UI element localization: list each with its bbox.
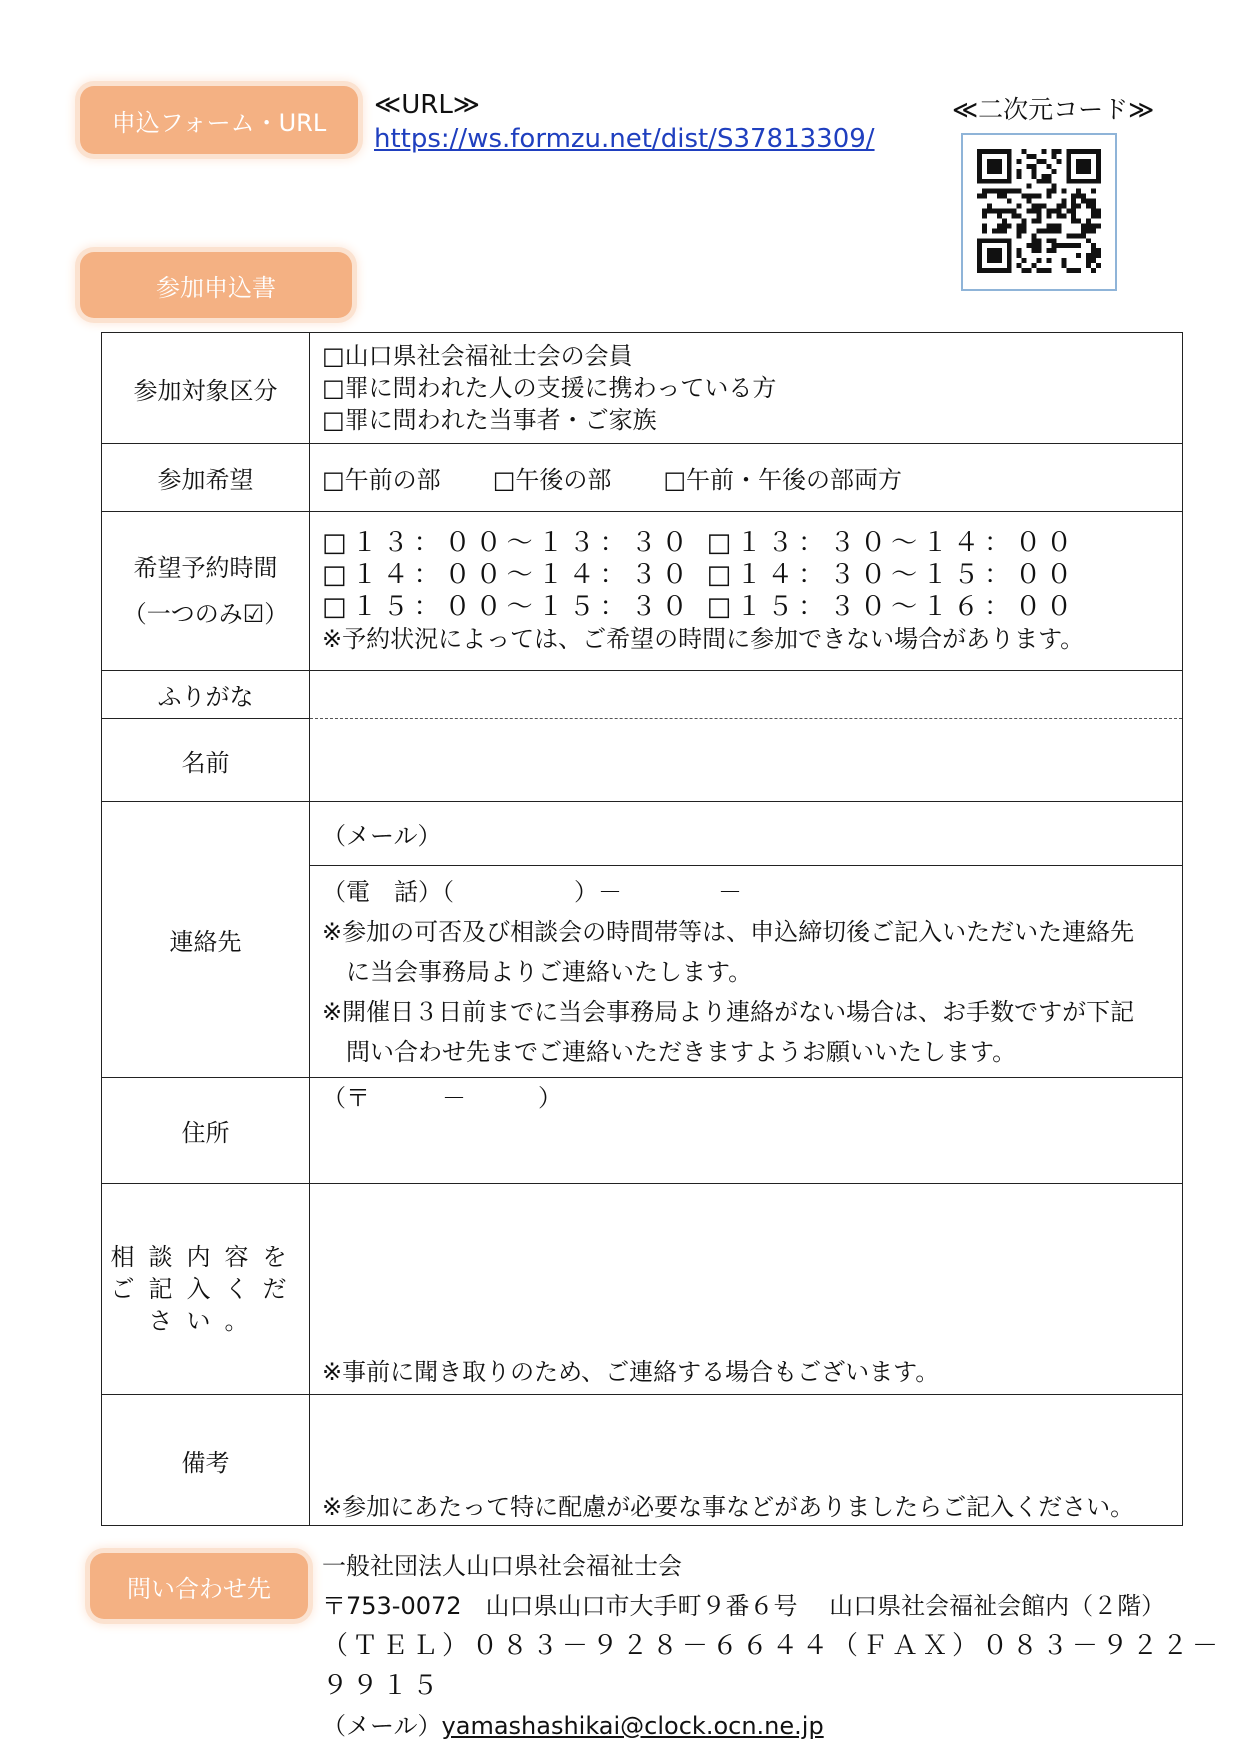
qr-code-icon <box>961 133 1117 291</box>
session-option-both[interactable]: □午前・午後の部両方 <box>663 466 903 494</box>
consult-row <box>102 1184 1183 1395</box>
furigana-field[interactable] <box>310 671 1183 719</box>
form-url-link[interactable]: https://ws.formzu.net/dist/S37813309/ <box>374 124 875 154</box>
contact-note: 問い合わせ先までご連絡いただきますようお願いいたします。 <box>346 1037 1017 1066</box>
contact-org: 一般社団法人山口県社会福祉士会 <box>322 1552 682 1580</box>
category-label: 参加対象区分 <box>102 333 310 444</box>
consult-note: ※事前に聞き取りのため、ご連絡する場合もございます。 <box>322 1358 940 1386</box>
contact-mail-row <box>102 802 1183 866</box>
application-heading-label: 参加申込書 <box>156 273 276 302</box>
contact-info <box>322 1546 1241 1746</box>
contact-address: 〒753-0072 山口県山口市大手町９番６号 山口県社会福祉会館内（２階） <box>322 1592 1166 1620</box>
consult-field[interactable] <box>310 1184 1183 1395</box>
url-label: ≪URL≫ <box>374 90 481 120</box>
application-form-table <box>101 332 1183 1526</box>
time-slot[interactable]: □１３：００～１３：３０ <box>322 528 693 558</box>
name-row <box>102 719 1183 802</box>
remarks-row <box>102 1395 1183 1526</box>
remarks-field[interactable] <box>310 1395 1183 1526</box>
category-row <box>102 333 1183 444</box>
session-row <box>102 444 1183 512</box>
contact-mail-label: （メール） <box>322 1712 442 1740</box>
category-option-party[interactable]: □罪に問われた当事者・ご家族 <box>322 406 657 434</box>
session-label: 参加希望 <box>102 444 310 512</box>
contact-phone: （ＴＥＬ）０８３－９２８－６６４４（ＦＡＸ）０８３－９２２－９９１５ <box>322 1631 1223 1701</box>
name-label: 名前 <box>102 719 310 802</box>
time-slot[interactable]: □１３：３０～１４：００ <box>706 528 1078 558</box>
form-url-heading <box>80 86 358 154</box>
contact-heading-label: 問い合わせ先 <box>127 1574 271 1603</box>
time-slot[interactable]: □１４：００～１４：３０ <box>322 560 693 590</box>
remarks-note: ※参加にあたって特に配慮が必要な事などがありましたらご記入ください。 <box>322 1493 1135 1521</box>
category-option-member[interactable]: □山口県社会福祉士会の会員 <box>322 342 633 370</box>
qr-label: ≪二次元コード≫ <box>952 95 1155 124</box>
time-row <box>102 512 1183 671</box>
address-row <box>102 1078 1183 1184</box>
contact-phone-field[interactable]: （電 話）（ ）－ － <box>322 877 742 906</box>
contact-mail-link[interactable]: yamashashikai@clock.ocn.ne.jp <box>441 1712 824 1740</box>
consult-label: 相談内容をご記入ください。 <box>102 1184 310 1395</box>
application-heading <box>80 252 352 318</box>
furigana-label: ふりがな <box>102 671 310 719</box>
contact-note: ※開催日３日前までに当会事務局より連絡がない場合は、お手数ですが下記 <box>322 997 1135 1026</box>
address-field[interactable] <box>310 1078 1183 1184</box>
contact-mail-field[interactable] <box>310 802 1183 866</box>
session-option-morning[interactable]: □午前の部 <box>322 466 441 494</box>
contact-mail-label: （メール） <box>322 822 442 850</box>
time-slot[interactable]: □１４：３０～１５：００ <box>706 560 1078 590</box>
form-url-heading-label: 申込フォーム・URL <box>111 108 327 137</box>
address-postal: （〒 － ） <box>322 1084 562 1112</box>
contact-note: ※参加の可否及び相談会の時間帯等は、申込締切後ご記入いただいた連絡先 <box>322 917 1135 946</box>
time-note: ※予約状況によっては、ご希望の時間に参加できない場合があります。 <box>322 625 1085 653</box>
time-slot[interactable]: □１５：００～１５：３０ <box>322 592 693 622</box>
address-label: 住所 <box>102 1078 310 1184</box>
furigana-row <box>102 671 1183 719</box>
remarks-label: 備考 <box>102 1395 310 1526</box>
time-label: 希望予約時間 <box>133 554 278 582</box>
contact-note: に当会事務局よりご連絡いたします。 <box>346 957 753 986</box>
contact-heading <box>90 1553 308 1619</box>
category-option-supporter[interactable]: □罪に問われた人の支援に携わっている方 <box>322 374 777 402</box>
time-label-note: （一つのみ☑） <box>122 600 289 628</box>
contact-label: 連絡先 <box>102 802 310 1078</box>
name-field[interactable] <box>310 719 1183 802</box>
time-slot[interactable]: □１５：３０～１６：００ <box>706 592 1078 622</box>
session-option-afternoon[interactable]: □午後の部 <box>492 466 612 494</box>
